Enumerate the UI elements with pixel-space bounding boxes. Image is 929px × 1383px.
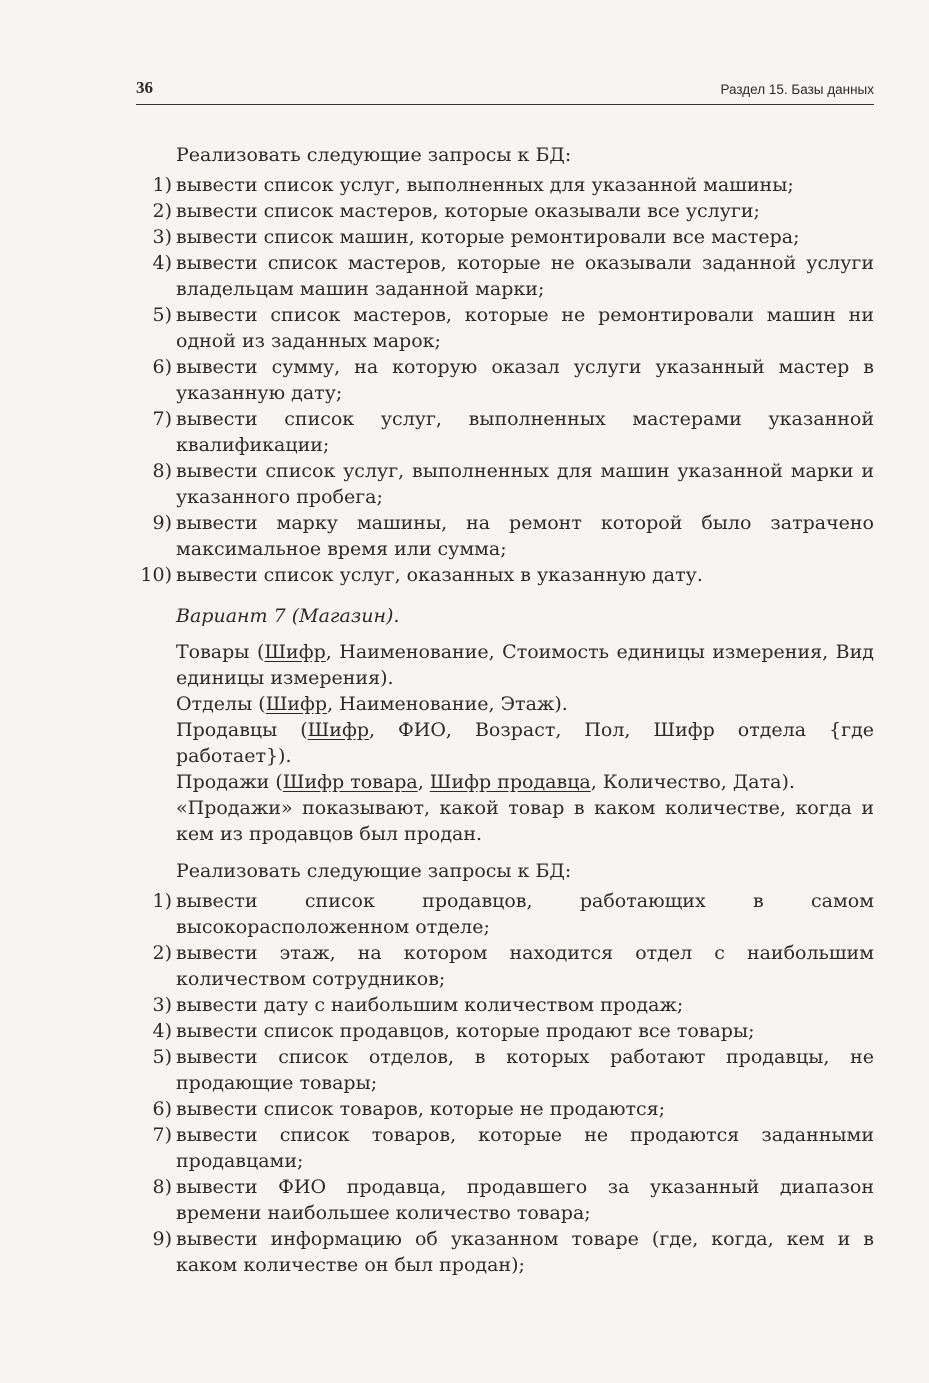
variant-title: Вариант 7 (Магазин). [176,605,400,627]
item-text: вывести список товаров, которые не продаются заданными продавцами; [176,1124,874,1172]
item-number: 6) [152,1098,172,1120]
item-text: вывести список продавцов, работающих в самом высокорасположенном отделе; [176,890,874,938]
list-item [152,510,874,562]
list-item [152,1096,874,1122]
item-text: вывести информацию об указанном товаре (где, когда, кем и в каком количестве он был продан); [176,1228,874,1276]
item-text: вывести список услуг, выполненных для указанной машины; [176,174,794,196]
list-item [152,940,874,992]
query-list [0,888,929,1278]
list-item [152,302,874,354]
primary-key: Шифр [307,719,370,741]
list-item [152,458,874,510]
item-number: 4) [152,252,172,274]
primary-key: Шифр продавца [429,771,591,793]
list-item [152,888,874,940]
item-number: 6) [152,356,172,378]
list-item [152,1174,874,1226]
table-sales: Продажи (Шифр товара, Шифр продавца, Количество, Дата). [176,771,795,793]
primary-key: Шифр товара [282,771,418,793]
item-text: вывести дату с наибольшим количеством продаж; [176,994,684,1016]
item-text: вывести список услуг, выполненных для машин указанной марки и указанного пробега; [176,460,874,508]
item-number: 7) [152,1124,172,1146]
item-number: 10) [140,564,172,586]
page-number: 36 [136,78,153,97]
item-number: 9) [152,1228,172,1250]
queries-intro: Реализовать следующие запросы к БД: [176,860,572,882]
query-list [0,172,929,588]
item-text: вывести список отделов, в которых работают продавцы, не продающие товары; [176,1046,874,1094]
item-number: 3) [152,994,172,1016]
sales-note: «Продажи» показывают, какой товар в каком количестве, когда и кем из продавцов был продан. [176,797,874,845]
item-number: 2) [152,200,172,222]
primary-key: Шифр [265,693,328,715]
item-number: 2) [152,942,172,964]
item-number: 4) [152,1020,172,1042]
item-text: вывести список услуг, оказанных в указанную дату. [176,564,703,586]
item-text: вывести список мастеров, которые оказывали все услуги; [176,200,760,222]
list-item [152,198,874,224]
list-item [152,1122,874,1174]
variant-section [0,603,929,847]
page-header [136,78,874,105]
list-item [152,354,874,406]
primary-key: Шифр [264,641,326,663]
item-number: 8) [152,1176,172,1198]
queries-section-2 [0,858,929,1278]
item-text: вывести список машин, которые ремонтировали все мастера; [176,226,800,248]
list-item [152,406,874,458]
item-number: 7) [152,408,172,430]
item-text: вывести ФИО продавца, продавшего за указанный диапазон времени наибольшее количество товара; [176,1176,874,1224]
item-text: вывести сумму, на которую оказал услуги указанный мастер в указанную дату; [176,356,874,404]
running-head: Раздел 15. Базы данных [720,82,874,97]
item-number: 9) [152,512,172,534]
item-text: вывести этаж, на котором находится отдел с наибольшим количеством сотрудников; [176,942,874,990]
list-item [152,172,874,198]
list-item [152,1018,874,1044]
item-number: 8) [152,460,172,482]
item-number: 1) [152,174,172,196]
list-item [152,224,874,250]
list-item [152,992,874,1018]
item-text: вывести список товаров, которые не продаются; [176,1098,666,1120]
list-item [152,1226,874,1278]
queries-intro: Реализовать следующие запросы к БД: [176,144,572,166]
item-text: вывести список мастеров, которые не оказывали заданной услуги владельцам машин заданной марки; [176,252,874,300]
item-text: вывести список мастеров, которые не ремонтировали машин ни одной из заданных марок; [176,304,874,352]
list-item [140,562,874,588]
queries-section-1 [0,142,929,588]
list-item [152,1044,874,1096]
item-number: 5) [152,1046,172,1068]
table-sellers: Продавцы (Шифр, ФИО, Возраст, Пол, Шифр отдела {где работает}). [176,719,875,767]
item-number: 5) [152,304,172,326]
item-number: 1) [152,890,172,912]
item-text: вывести список услуг, выполненных мастерами указанной квалификации; [176,408,874,456]
table-goods: Товары (Шифр, Наименование, Стоимость единицы измерения, Вид единицы измерения). [176,641,874,689]
item-number: 3) [152,226,172,248]
table-departments: Отделы (Шифр, Наименование, Этаж). [176,693,568,715]
item-text: вывести марку машины, на ремонт которой было затрачено максимальное время или сумма; [176,512,874,560]
list-item [152,250,874,302]
item-text: вывести список продавцов, которые продают все товары; [176,1020,755,1042]
